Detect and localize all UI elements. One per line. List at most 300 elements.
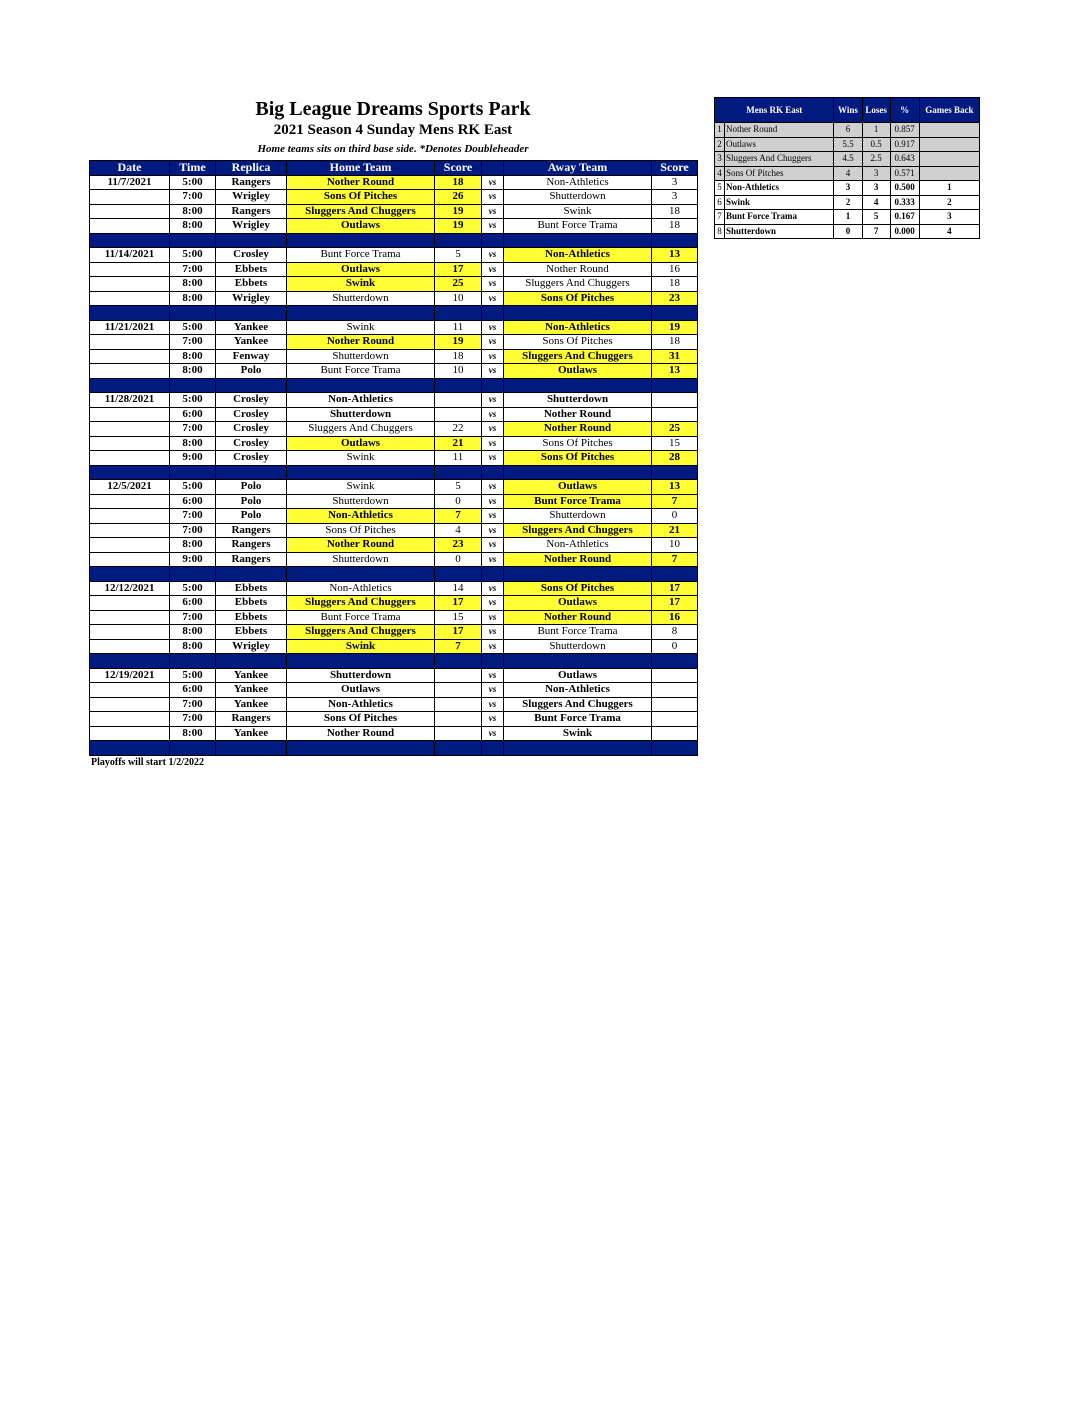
- home-score: [435, 393, 482, 408]
- game-replica-field: Wrigley: [216, 190, 287, 205]
- separator-cell: [216, 465, 287, 480]
- home-score: [435, 407, 482, 422]
- game-row: [90, 538, 698, 553]
- game-replica-field: Ebbets: [216, 277, 287, 292]
- separator-cell: [435, 306, 482, 321]
- separator-cell: [504, 567, 652, 582]
- game-date: [90, 639, 170, 654]
- vs-label: vs: [482, 697, 504, 712]
- vs-label: vs: [482, 349, 504, 364]
- home-team: Nother Round: [287, 335, 435, 350]
- game-replica-field: Yankee: [216, 335, 287, 350]
- schedule-column-header: Score: [652, 161, 698, 176]
- home-score: 19: [435, 204, 482, 219]
- team-losses: 2.5: [862, 152, 890, 167]
- game-date: [90, 190, 170, 205]
- game-time: 5:00: [170, 175, 216, 190]
- vs-label: vs: [482, 451, 504, 466]
- game-time: 5:00: [170, 581, 216, 596]
- away-team: Bunt Force Trama: [504, 712, 652, 727]
- game-date: [90, 451, 170, 466]
- vs-label: vs: [482, 625, 504, 640]
- vs-label: vs: [482, 422, 504, 437]
- vs-label: vs: [482, 393, 504, 408]
- standings-header-row: [715, 98, 980, 123]
- schedule-table: [89, 160, 698, 756]
- week-separator: [90, 567, 698, 582]
- team-losses: 3: [862, 181, 890, 196]
- separator-cell: [216, 741, 287, 756]
- game-time: 7:00: [170, 422, 216, 437]
- away-team: Sluggers And Chuggers: [504, 349, 652, 364]
- team-rank: 2: [715, 137, 725, 152]
- game-replica-field: Crosley: [216, 407, 287, 422]
- team-pct: 0.917: [890, 137, 919, 152]
- game-time: 8:00: [170, 726, 216, 741]
- away-score: 15: [652, 436, 698, 451]
- home-team: Nother Round: [287, 538, 435, 553]
- team-pct: 0.167: [890, 210, 919, 225]
- away-score: 13: [652, 248, 698, 263]
- game-row: [90, 248, 698, 263]
- home-score: 0: [435, 552, 482, 567]
- separator-cell: [652, 378, 698, 393]
- separator-cell: [504, 465, 652, 480]
- separator-cell: [287, 378, 435, 393]
- away-score: [652, 712, 698, 727]
- game-row: [90, 697, 698, 712]
- away-team: Sons Of Pitches: [504, 436, 652, 451]
- home-score: [435, 712, 482, 727]
- home-score: [435, 726, 482, 741]
- away-team: Non-Athletics: [504, 538, 652, 553]
- game-date: [90, 509, 170, 524]
- home-score: 11: [435, 451, 482, 466]
- game-row: [90, 494, 698, 509]
- separator-cell: [170, 654, 216, 669]
- game-row: [90, 552, 698, 567]
- away-score: 18: [652, 277, 698, 292]
- separator-cell: [652, 465, 698, 480]
- game-date: [90, 625, 170, 640]
- team-wins: 2: [834, 195, 862, 210]
- separator-cell: [170, 378, 216, 393]
- separator-cell: [216, 654, 287, 669]
- game-replica-field: Rangers: [216, 712, 287, 727]
- away-team: Shutterdown: [504, 190, 652, 205]
- game-date: [90, 277, 170, 292]
- away-team: Shutterdown: [504, 393, 652, 408]
- games-back: [919, 166, 979, 181]
- away-score: 25: [652, 422, 698, 437]
- separator-cell: [435, 654, 482, 669]
- away-team: Outlaws: [504, 364, 652, 379]
- game-date: 12/5/2021: [90, 480, 170, 495]
- separator-cell: [482, 233, 504, 248]
- separator-cell: [216, 233, 287, 248]
- game-date: 11/28/2021: [90, 393, 170, 408]
- game-date: [90, 523, 170, 538]
- schedule-column-header: Away Team: [504, 161, 652, 176]
- game-row: [90, 639, 698, 654]
- separator-cell: [482, 378, 504, 393]
- home-team: Outlaws: [287, 219, 435, 234]
- schedule-column-header: Home Team: [287, 161, 435, 176]
- home-team: Bunt Force Trama: [287, 364, 435, 379]
- team-name: Swink: [725, 195, 834, 210]
- team-rank: 7: [715, 210, 725, 225]
- vs-label: vs: [482, 596, 504, 611]
- separator-cell: [216, 567, 287, 582]
- separator-cell: [652, 741, 698, 756]
- game-date: [90, 726, 170, 741]
- game-row: [90, 625, 698, 640]
- separator-cell: [90, 306, 170, 321]
- game-date: [90, 349, 170, 364]
- schedule-column-header: Replica: [216, 161, 287, 176]
- home-score: 10: [435, 364, 482, 379]
- game-row: [90, 596, 698, 611]
- game-date: [90, 683, 170, 698]
- team-rank: 1: [715, 123, 725, 138]
- vs-label: vs: [482, 639, 504, 654]
- away-score: 28: [652, 451, 698, 466]
- vs-label: vs: [482, 175, 504, 190]
- separator-cell: [287, 654, 435, 669]
- game-row: [90, 451, 698, 466]
- week-separator: [90, 654, 698, 669]
- team-name: Non-Athletics: [725, 181, 834, 196]
- separator-cell: [435, 378, 482, 393]
- game-date: [90, 436, 170, 451]
- game-row: [90, 436, 698, 451]
- game-replica-field: Polo: [216, 364, 287, 379]
- team-name: Sons Of Pitches: [725, 166, 834, 181]
- away-score: 17: [652, 596, 698, 611]
- game-replica-field: Rangers: [216, 538, 287, 553]
- standings-row: [715, 152, 980, 167]
- team-name: Bunt Force Trama: [725, 210, 834, 225]
- away-score: 18: [652, 335, 698, 350]
- playoffs-note: Playoffs will start 1/2/2022: [91, 757, 205, 768]
- away-team: Sluggers And Chuggers: [504, 277, 652, 292]
- separator-cell: [482, 654, 504, 669]
- team-rank: 8: [715, 224, 725, 239]
- away-score: 13: [652, 364, 698, 379]
- away-team: Outlaws: [504, 596, 652, 611]
- schedule-column-header: Time: [170, 161, 216, 176]
- away-score: 16: [652, 610, 698, 625]
- game-row: [90, 219, 698, 234]
- home-score: 17: [435, 262, 482, 277]
- team-name: Sluggers And Chuggers: [725, 152, 834, 167]
- team-losses: 3: [862, 166, 890, 181]
- home-score: 23: [435, 538, 482, 553]
- home-score: 19: [435, 335, 482, 350]
- home-score: 0: [435, 494, 482, 509]
- away-score: 18: [652, 204, 698, 219]
- game-time: 7:00: [170, 712, 216, 727]
- vs-label: vs: [482, 552, 504, 567]
- week-separator: [90, 233, 698, 248]
- home-score: 26: [435, 190, 482, 205]
- vs-label: vs: [482, 335, 504, 350]
- home-team: Shutterdown: [287, 552, 435, 567]
- game-replica-field: Ebbets: [216, 262, 287, 277]
- games-back: [919, 123, 979, 138]
- page-title: Big League Dreams Sports Park: [255, 98, 531, 120]
- game-date: [90, 712, 170, 727]
- separator-cell: [435, 741, 482, 756]
- separator-cell: [435, 567, 482, 582]
- team-losses: 1: [862, 123, 890, 138]
- away-team: Sluggers And Chuggers: [504, 523, 652, 538]
- game-replica-field: Ebbets: [216, 581, 287, 596]
- separator-cell: [287, 233, 435, 248]
- season-subtitle: 2021 Season 4 Sunday Mens RK East: [273, 122, 513, 138]
- game-date: [90, 538, 170, 553]
- home-score: 17: [435, 596, 482, 611]
- game-replica-field: Rangers: [216, 204, 287, 219]
- away-team: Swink: [504, 726, 652, 741]
- game-row: [90, 349, 698, 364]
- home-team: Sluggers And Chuggers: [287, 625, 435, 640]
- team-pct: 0.857: [890, 123, 919, 138]
- game-row: [90, 509, 698, 524]
- game-row: [90, 291, 698, 306]
- game-date: [90, 204, 170, 219]
- game-time: 9:00: [170, 451, 216, 466]
- away-score: [652, 393, 698, 408]
- home-team: Swink: [287, 639, 435, 654]
- game-replica-field: Polo: [216, 509, 287, 524]
- separator-cell: [482, 741, 504, 756]
- separator-cell: [170, 741, 216, 756]
- game-row: [90, 422, 698, 437]
- game-time: 8:00: [170, 364, 216, 379]
- away-score: 10: [652, 538, 698, 553]
- away-score: 7: [652, 494, 698, 509]
- game-replica-field: Crosley: [216, 393, 287, 408]
- vs-label: vs: [482, 581, 504, 596]
- home-team: Sons Of Pitches: [287, 190, 435, 205]
- game-replica-field: Yankee: [216, 683, 287, 698]
- separator-cell: [435, 233, 482, 248]
- team-losses: 0.5: [862, 137, 890, 152]
- game-date: 12/19/2021: [90, 668, 170, 683]
- game-replica-field: Yankee: [216, 320, 287, 335]
- separator-cell: [170, 567, 216, 582]
- standings-row: [715, 224, 980, 239]
- games-back: 3: [919, 210, 979, 225]
- game-date: [90, 596, 170, 611]
- home-score: 14: [435, 581, 482, 596]
- home-team: Bunt Force Trama: [287, 610, 435, 625]
- home-team-note: Home teams sits on third base side. *Denotes Doubleheader: [257, 143, 529, 155]
- game-date: [90, 335, 170, 350]
- game-row: [90, 277, 698, 292]
- away-team: Sons Of Pitches: [504, 581, 652, 596]
- vs-label: vs: [482, 407, 504, 422]
- game-row: [90, 262, 698, 277]
- away-team: Nother Round: [504, 262, 652, 277]
- team-pct: 0.333: [890, 195, 919, 210]
- home-score: 18: [435, 349, 482, 364]
- game-replica-field: Ebbets: [216, 610, 287, 625]
- away-team: Bunt Force Trama: [504, 494, 652, 509]
- games-back: 4: [919, 224, 979, 239]
- separator-cell: [504, 741, 652, 756]
- away-score: 7: [652, 552, 698, 567]
- game-date: [90, 697, 170, 712]
- separator-cell: [287, 741, 435, 756]
- schedule-column-header: Date: [90, 161, 170, 176]
- home-score: [435, 683, 482, 698]
- home-team: Bunt Force Trama: [287, 248, 435, 263]
- game-replica-field: Yankee: [216, 697, 287, 712]
- separator-cell: [90, 465, 170, 480]
- game-row: [90, 726, 698, 741]
- game-time: 8:00: [170, 219, 216, 234]
- home-score: 17: [435, 625, 482, 640]
- home-team: Shutterdown: [287, 407, 435, 422]
- vs-label: vs: [482, 610, 504, 625]
- away-team: Sons Of Pitches: [504, 335, 652, 350]
- home-score: 5: [435, 248, 482, 263]
- game-date: [90, 494, 170, 509]
- separator-cell: [652, 306, 698, 321]
- separator-cell: [504, 306, 652, 321]
- away-score: 31: [652, 349, 698, 364]
- away-team: Non-Athletics: [504, 175, 652, 190]
- away-team: Sluggers And Chuggers: [504, 697, 652, 712]
- game-replica-field: Wrigley: [216, 639, 287, 654]
- team-losses: 4: [862, 195, 890, 210]
- game-date: [90, 610, 170, 625]
- game-date: [90, 219, 170, 234]
- vs-label: vs: [482, 494, 504, 509]
- game-replica-field: Yankee: [216, 668, 287, 683]
- game-replica-field: Rangers: [216, 552, 287, 567]
- home-score: 4: [435, 523, 482, 538]
- game-time: 8:00: [170, 204, 216, 219]
- home-team: Sluggers And Chuggers: [287, 596, 435, 611]
- home-score: [435, 697, 482, 712]
- schedule-header-row: [90, 161, 698, 176]
- separator-cell: [504, 378, 652, 393]
- away-team: Outlaws: [504, 480, 652, 495]
- game-row: [90, 610, 698, 625]
- vs-label: vs: [482, 190, 504, 205]
- home-team: Sluggers And Chuggers: [287, 422, 435, 437]
- vs-label: vs: [482, 262, 504, 277]
- game-replica-field: Yankee: [216, 726, 287, 741]
- home-score: 25: [435, 277, 482, 292]
- game-row: [90, 683, 698, 698]
- away-score: 3: [652, 190, 698, 205]
- game-replica-field: Fenway: [216, 349, 287, 364]
- standings-table: [714, 97, 980, 239]
- team-pct: 0.000: [890, 224, 919, 239]
- standings-row: [715, 137, 980, 152]
- team-losses: 7: [862, 224, 890, 239]
- separator-cell: [287, 306, 435, 321]
- vs-label: vs: [482, 364, 504, 379]
- game-date: 11/21/2021: [90, 320, 170, 335]
- game-time: 7:00: [170, 335, 216, 350]
- team-wins: 4: [834, 166, 862, 181]
- home-team: Shutterdown: [287, 291, 435, 306]
- vs-label: vs: [482, 436, 504, 451]
- away-score: 3: [652, 175, 698, 190]
- game-time: 9:00: [170, 552, 216, 567]
- team-wins: 3: [834, 181, 862, 196]
- away-score: 16: [652, 262, 698, 277]
- games-back: 2: [919, 195, 979, 210]
- home-team: Non-Athletics: [287, 509, 435, 524]
- vs-label: vs: [482, 480, 504, 495]
- standings-column-header: Mens RK East: [715, 98, 834, 123]
- away-team: Swink: [504, 204, 652, 219]
- home-team: Outlaws: [287, 262, 435, 277]
- vs-label: vs: [482, 683, 504, 698]
- game-row: [90, 480, 698, 495]
- separator-cell: [482, 465, 504, 480]
- away-team: Non-Athletics: [504, 248, 652, 263]
- team-rank: 5: [715, 181, 725, 196]
- standings-column-header: %: [890, 98, 919, 123]
- games-back: [919, 137, 979, 152]
- game-row: [90, 175, 698, 190]
- vs-label: vs: [482, 726, 504, 741]
- game-replica-field: Ebbets: [216, 596, 287, 611]
- separator-cell: [287, 465, 435, 480]
- standings-column-header: Games Back: [919, 98, 979, 123]
- home-score: 18: [435, 175, 482, 190]
- away-score: 0: [652, 639, 698, 654]
- game-time: 6:00: [170, 494, 216, 509]
- separator-cell: [287, 567, 435, 582]
- home-team: Sons Of Pitches: [287, 712, 435, 727]
- game-replica-field: Polo: [216, 494, 287, 509]
- game-time: 7:00: [170, 262, 216, 277]
- team-wins: 5.5: [834, 137, 862, 152]
- vs-label: vs: [482, 320, 504, 335]
- team-wins: 6: [834, 123, 862, 138]
- separator-cell: [652, 233, 698, 248]
- game-date: [90, 364, 170, 379]
- games-back: [919, 152, 979, 167]
- away-score: [652, 407, 698, 422]
- game-row: [90, 204, 698, 219]
- team-rank: 3: [715, 152, 725, 167]
- vs-label: vs: [482, 248, 504, 263]
- game-date: [90, 422, 170, 437]
- home-score: 10: [435, 291, 482, 306]
- separator-cell: [90, 654, 170, 669]
- separator-cell: [482, 306, 504, 321]
- team-name: Nother Round: [725, 123, 834, 138]
- away-team: Nother Round: [504, 552, 652, 567]
- away-team: Shutterdown: [504, 509, 652, 524]
- separator-cell: [90, 233, 170, 248]
- home-score: 15: [435, 610, 482, 625]
- game-replica-field: Ebbets: [216, 625, 287, 640]
- away-team: Sons Of Pitches: [504, 451, 652, 466]
- home-score: 5: [435, 480, 482, 495]
- away-score: 19: [652, 320, 698, 335]
- home-team: Outlaws: [287, 436, 435, 451]
